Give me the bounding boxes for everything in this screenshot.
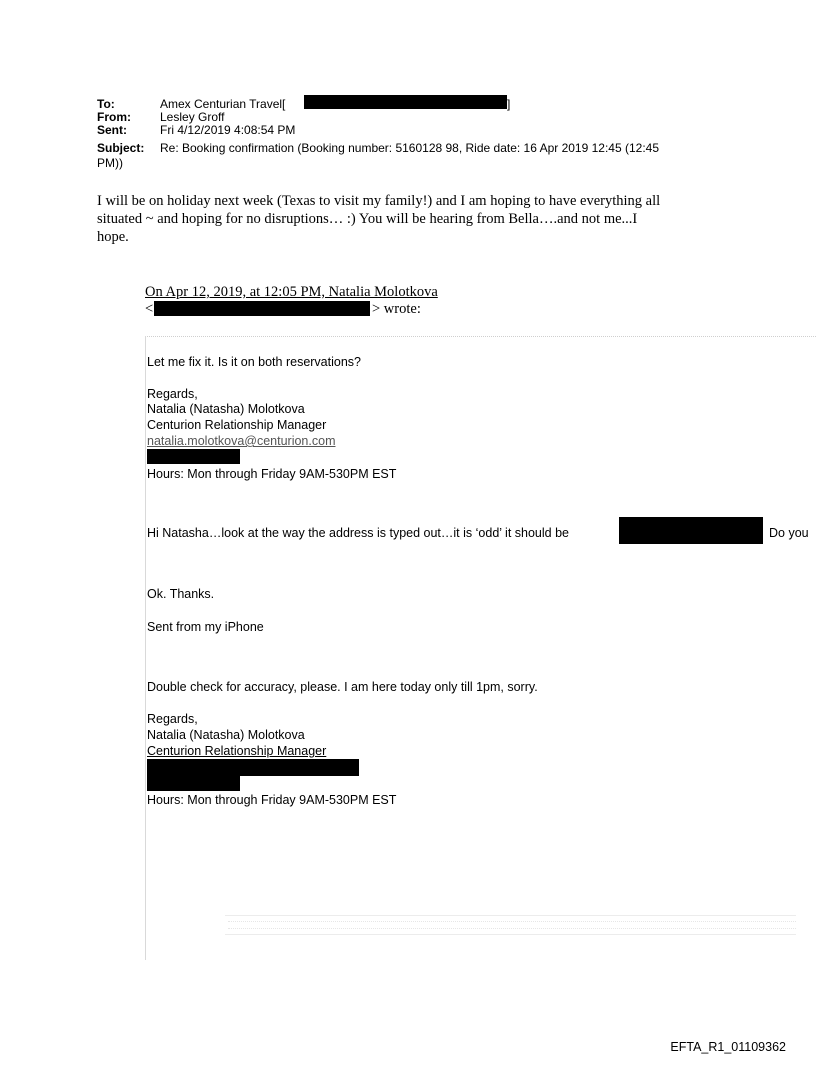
quote-name-2: Natalia (Natasha) Molotkova	[147, 728, 305, 742]
to-name: Amex Centurian Travel[	[160, 97, 286, 111]
redaction-phone-2	[147, 776, 240, 791]
quote-attribution: On Apr 12, 2019, at 12:05 PM, Natalia Molotkova	[145, 284, 438, 300]
quote-hours-1: Hours: Mon through Friday 9AM-530PM EST	[147, 467, 397, 481]
subject-continuation: PM))	[97, 156, 123, 170]
quote-attribution-open: <	[145, 301, 154, 317]
to-suffix: ]	[507, 97, 511, 111]
body-line-2: situated ~ and hoping for no disruptions… :) You will be hearing from Bella….and not me...I	[97, 211, 638, 227]
quote-regards-2: Regards,	[147, 712, 198, 726]
quote-msg-5: Double check for accuracy, please. I am here today only till 1pm, sorry.	[147, 680, 538, 694]
redaction-to-email	[304, 95, 507, 109]
quote-msg-1: Let me fix it. Is it on both reservations?	[147, 355, 361, 369]
body-line-1: I will be on holiday next week (Texas to visit my family!) and I am hoping to have everything all	[97, 193, 661, 209]
quote-left-border	[145, 336, 146, 960]
quote-top-border	[145, 336, 816, 337]
quote-title-2: Centurion Relationship Manager	[147, 744, 327, 758]
quote-msg-2-start: Hi Natasha…look at the way the address is typed out…it is ‘odd’ it should be	[147, 526, 569, 540]
subject-value: Re: Booking confirmation (Booking number: 5160128 98, Ride date: 16 Apr 2019 12:45 (12:45	[160, 141, 660, 155]
quote-attribution-close: > wrote:	[372, 301, 421, 317]
quote-email-link-1[interactable]: natalia.molotkova@centurion.com	[147, 434, 336, 448]
quote-msg-2-end: Do you	[769, 526, 809, 540]
quote-regards-1: Regards,	[147, 387, 198, 401]
redaction-address	[619, 517, 763, 544]
body-line-3: hope.	[97, 229, 129, 245]
redaction-phone-1	[147, 449, 240, 464]
redaction-sender-email	[154, 301, 370, 316]
quote-title-1: Centurion Relationship Manager	[147, 418, 327, 432]
faint-separator-inner	[228, 921, 796, 929]
quote-hours-2: Hours: Mon through Friday 9AM-530PM EST	[147, 793, 397, 807]
quote-name-1: Natalia (Natasha) Molotkova	[147, 402, 305, 416]
quote-msg-3: Ok. Thanks.	[147, 587, 215, 601]
from-value: Lesley Groff	[160, 110, 225, 124]
subject-label: Subject:	[97, 141, 145, 155]
from-label: From:	[97, 110, 131, 124]
document-id: EFTA_R1_01109362	[670, 1040, 786, 1054]
quote-msg-4: Sent from my iPhone	[147, 620, 264, 634]
sent-value: Fri 4/12/2019 4:08:54 PM	[160, 123, 296, 137]
redaction-email-2	[147, 759, 359, 776]
to-label: To:	[97, 97, 115, 111]
sent-label: Sent:	[97, 123, 127, 137]
